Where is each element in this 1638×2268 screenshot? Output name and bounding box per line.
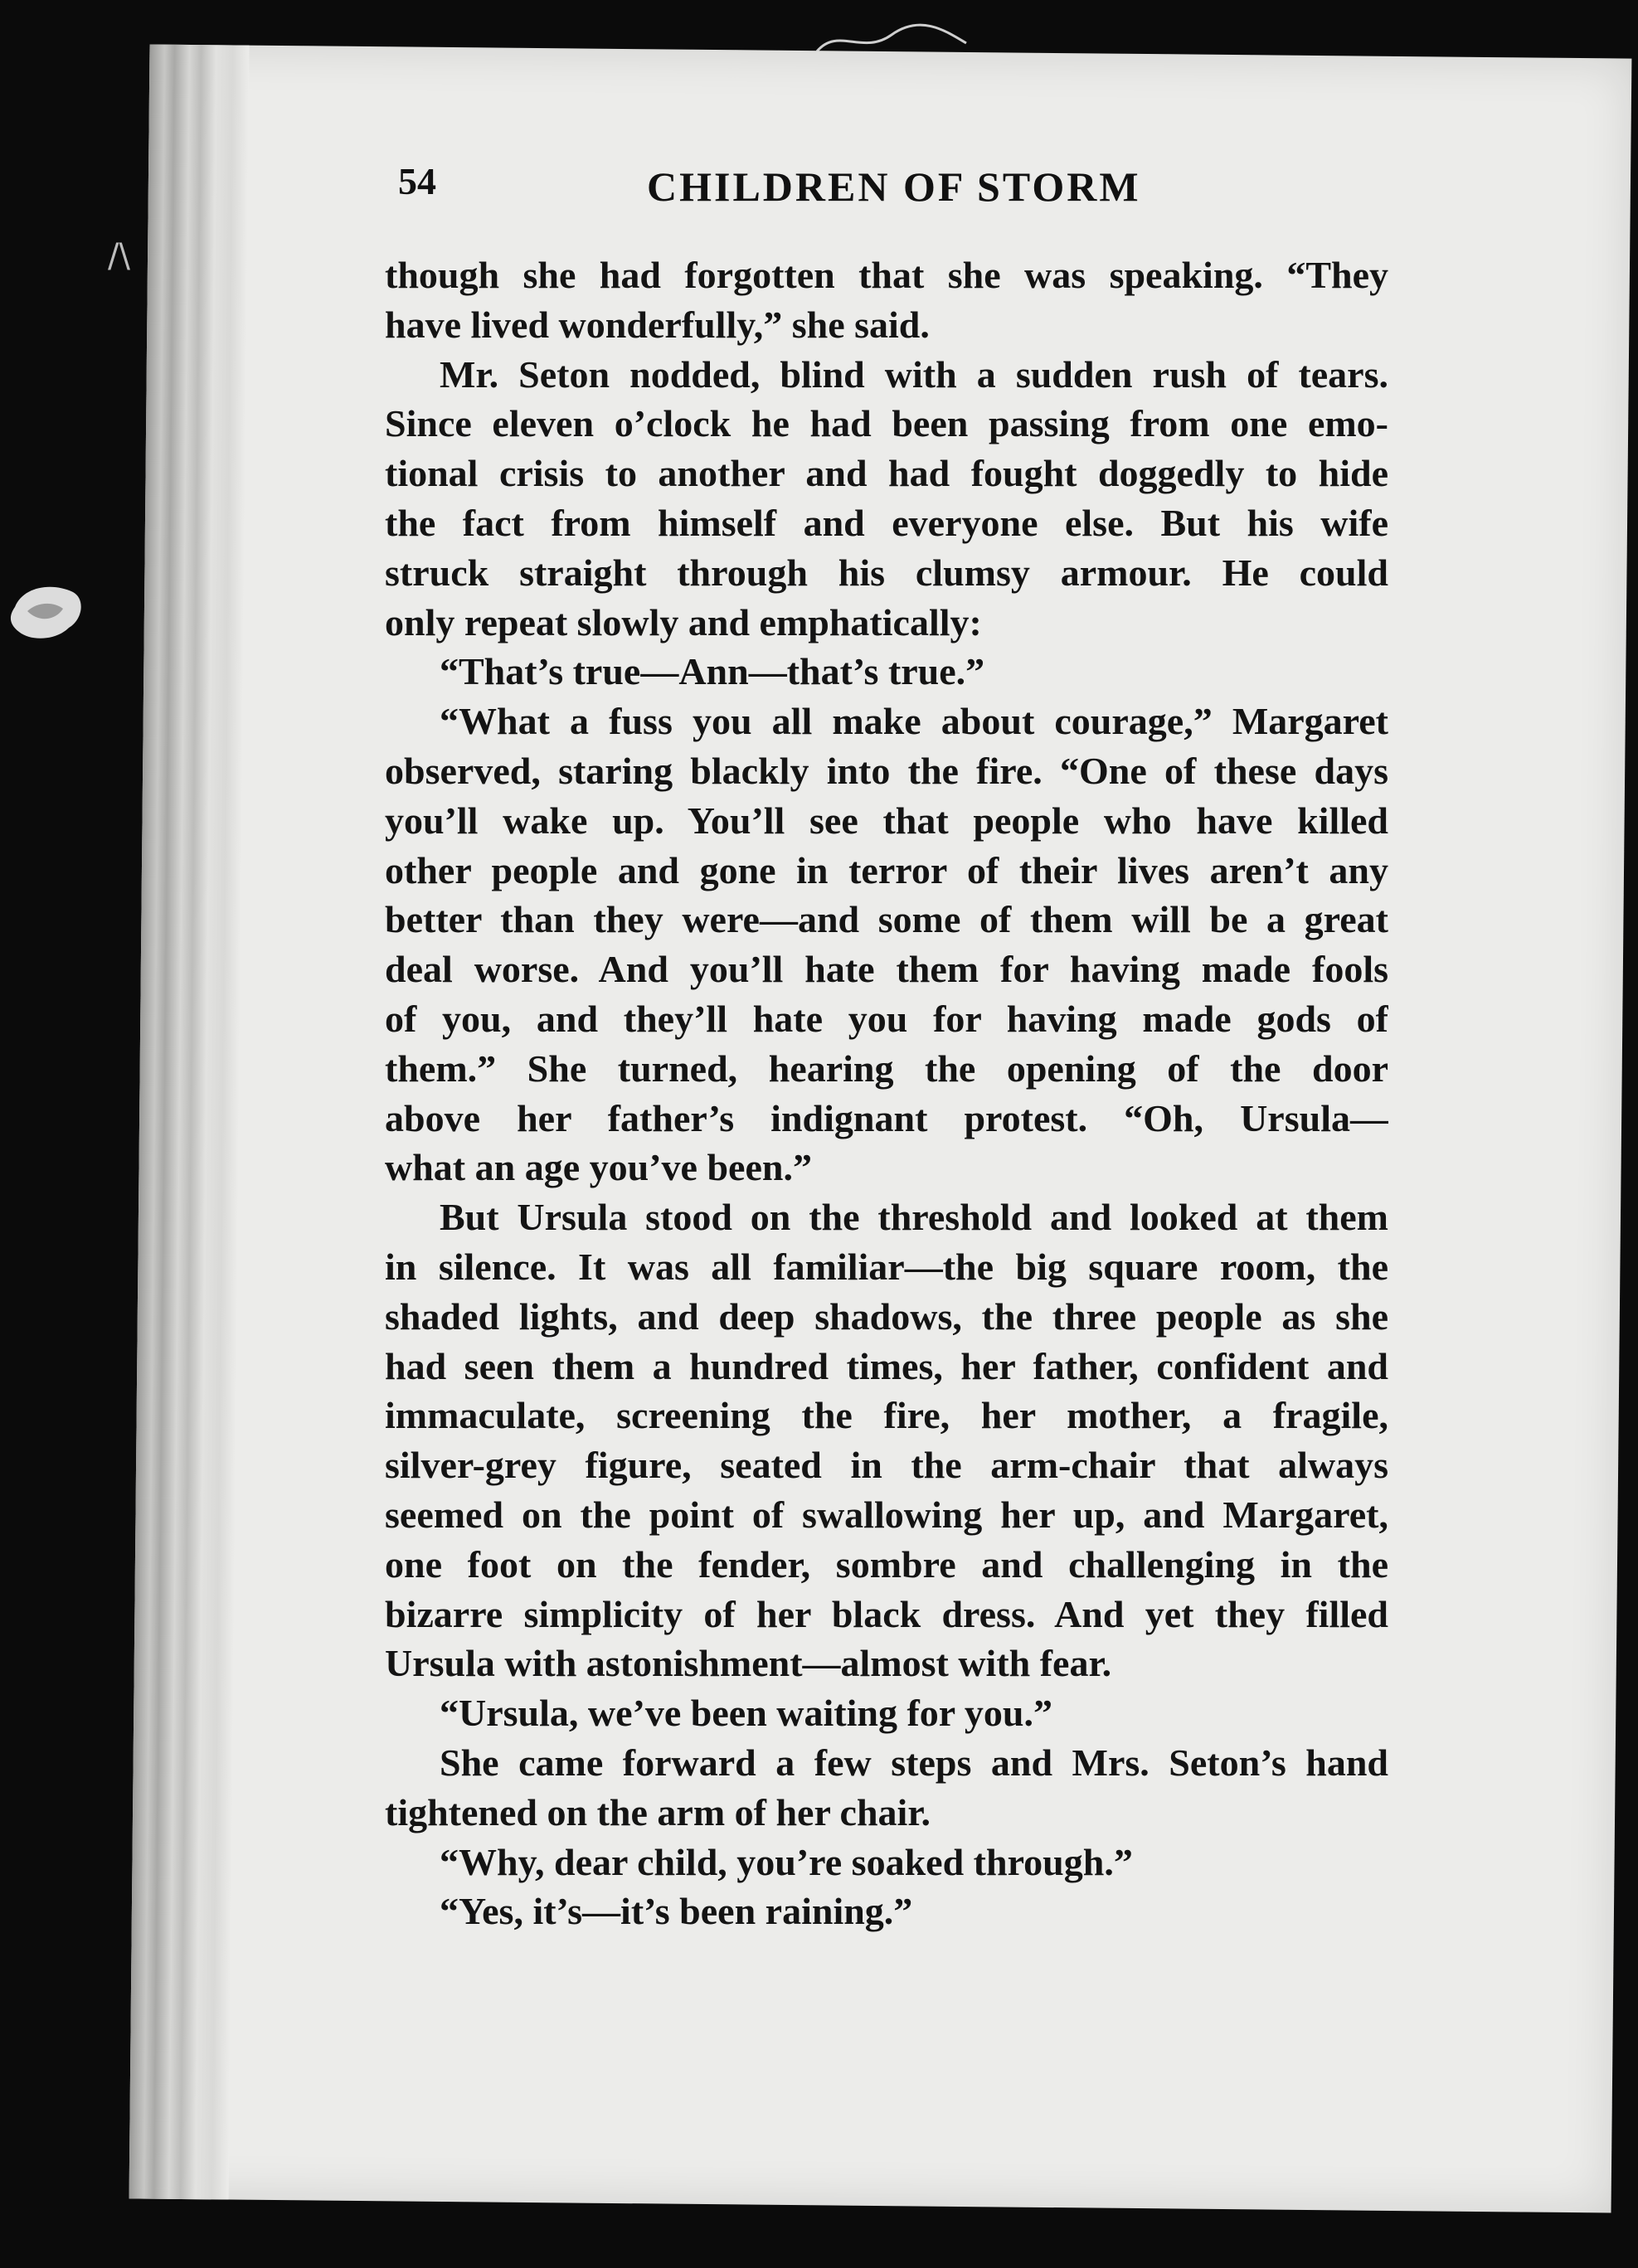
- text-line: Since eleven o’clock he had been passing from one emo-: [385, 402, 1388, 445]
- text-line: though she had forgotten that she was speaking. “They: [385, 254, 1388, 296]
- scan-artifact-blot: [7, 582, 86, 645]
- page-number: 54: [398, 160, 436, 202]
- text-line: bizarre simplicity of her black dress. And yet they filled: [385, 1592, 1388, 1635]
- text-line: “Why, dear child, you’re soaked through.”: [440, 1840, 1133, 1883]
- body-text: [385, 250, 1388, 1936]
- page-gutter: [129, 44, 250, 2199]
- page-header: [398, 159, 1327, 226]
- text-line: But Ursula stood on the threshold and looked at them: [440, 1196, 1388, 1239]
- text-line: seemed on the point of swallowing her up, and Margaret,: [385, 1493, 1388, 1536]
- text-line: only repeat slowly and emphatically:: [385, 600, 982, 643]
- text-line: the fact from himself and everyone else. But his wife: [385, 501, 1388, 544]
- text-line: Mr. Seton nodded, blind with a sudden rush of tears.: [440, 352, 1388, 396]
- text-line: have lived wonderfully,” she said.: [385, 303, 930, 346]
- text-line: “That’s true—Ann—that’s true.”: [440, 650, 985, 693]
- text-line: struck straight through his clumsy armour. He could: [385, 551, 1388, 594]
- text-line: in silence. It was all familiar—the big square room, the: [385, 1245, 1388, 1288]
- text-line: Ursula with astonishment—almost with fear.: [385, 1642, 1112, 1685]
- text-line: tightened on the arm of her chair.: [385, 1790, 931, 1833]
- text-line: silver-grey figure, seated in the arm-chair that always: [385, 1444, 1388, 1487]
- text-line: one foot on the fender, sombre and challenging in the: [385, 1542, 1388, 1586]
- text-line: She came forward a few steps and Mrs. Seton’s hand: [440, 1741, 1388, 1784]
- text-line: of you, and they’ll hate you for having made gods of: [385, 997, 1388, 1040]
- text-line: what an age you’ve been.”: [385, 1146, 812, 1189]
- text-line: shaded lights, and deep shadows, the three people as she: [385, 1294, 1388, 1338]
- margin-mark: /\: [108, 237, 130, 275]
- text-line: “What a fuss you all make about courage,” Margaret: [440, 700, 1388, 743]
- text-line: observed, staring blackly into the fire. “One of these days: [385, 749, 1388, 792]
- text-line: tional crisis to another and had fought doggedly to hide: [385, 452, 1388, 495]
- text-line: other people and gone in terror of their lives aren’t any: [385, 848, 1388, 891]
- running-title: CHILDREN OF STORM: [647, 163, 1141, 210]
- text-line: deal worse. And you’ll hate them for having made fools: [385, 948, 1388, 991]
- text-line: “Ursula, we’ve been waiting for you.”: [440, 1692, 1052, 1735]
- text-line: them.” She turned, hearing the opening of the door: [385, 1047, 1388, 1090]
- text-line: above her father’s indignant protest. “Oh, Ursula—: [385, 1096, 1388, 1139]
- text-line: you’ll wake up. You’ll see that people who have killed: [385, 799, 1388, 842]
- text-line: “Yes, it’s—it’s been raining.”: [440, 1890, 913, 1933]
- text-line: better than they were—and some of them will be a great: [385, 898, 1388, 941]
- text-line: had seen them a hundred times, her father, confident and: [385, 1344, 1388, 1387]
- text-line: immaculate, screening the fire, her mother, a fragile,: [385, 1394, 1388, 1437]
